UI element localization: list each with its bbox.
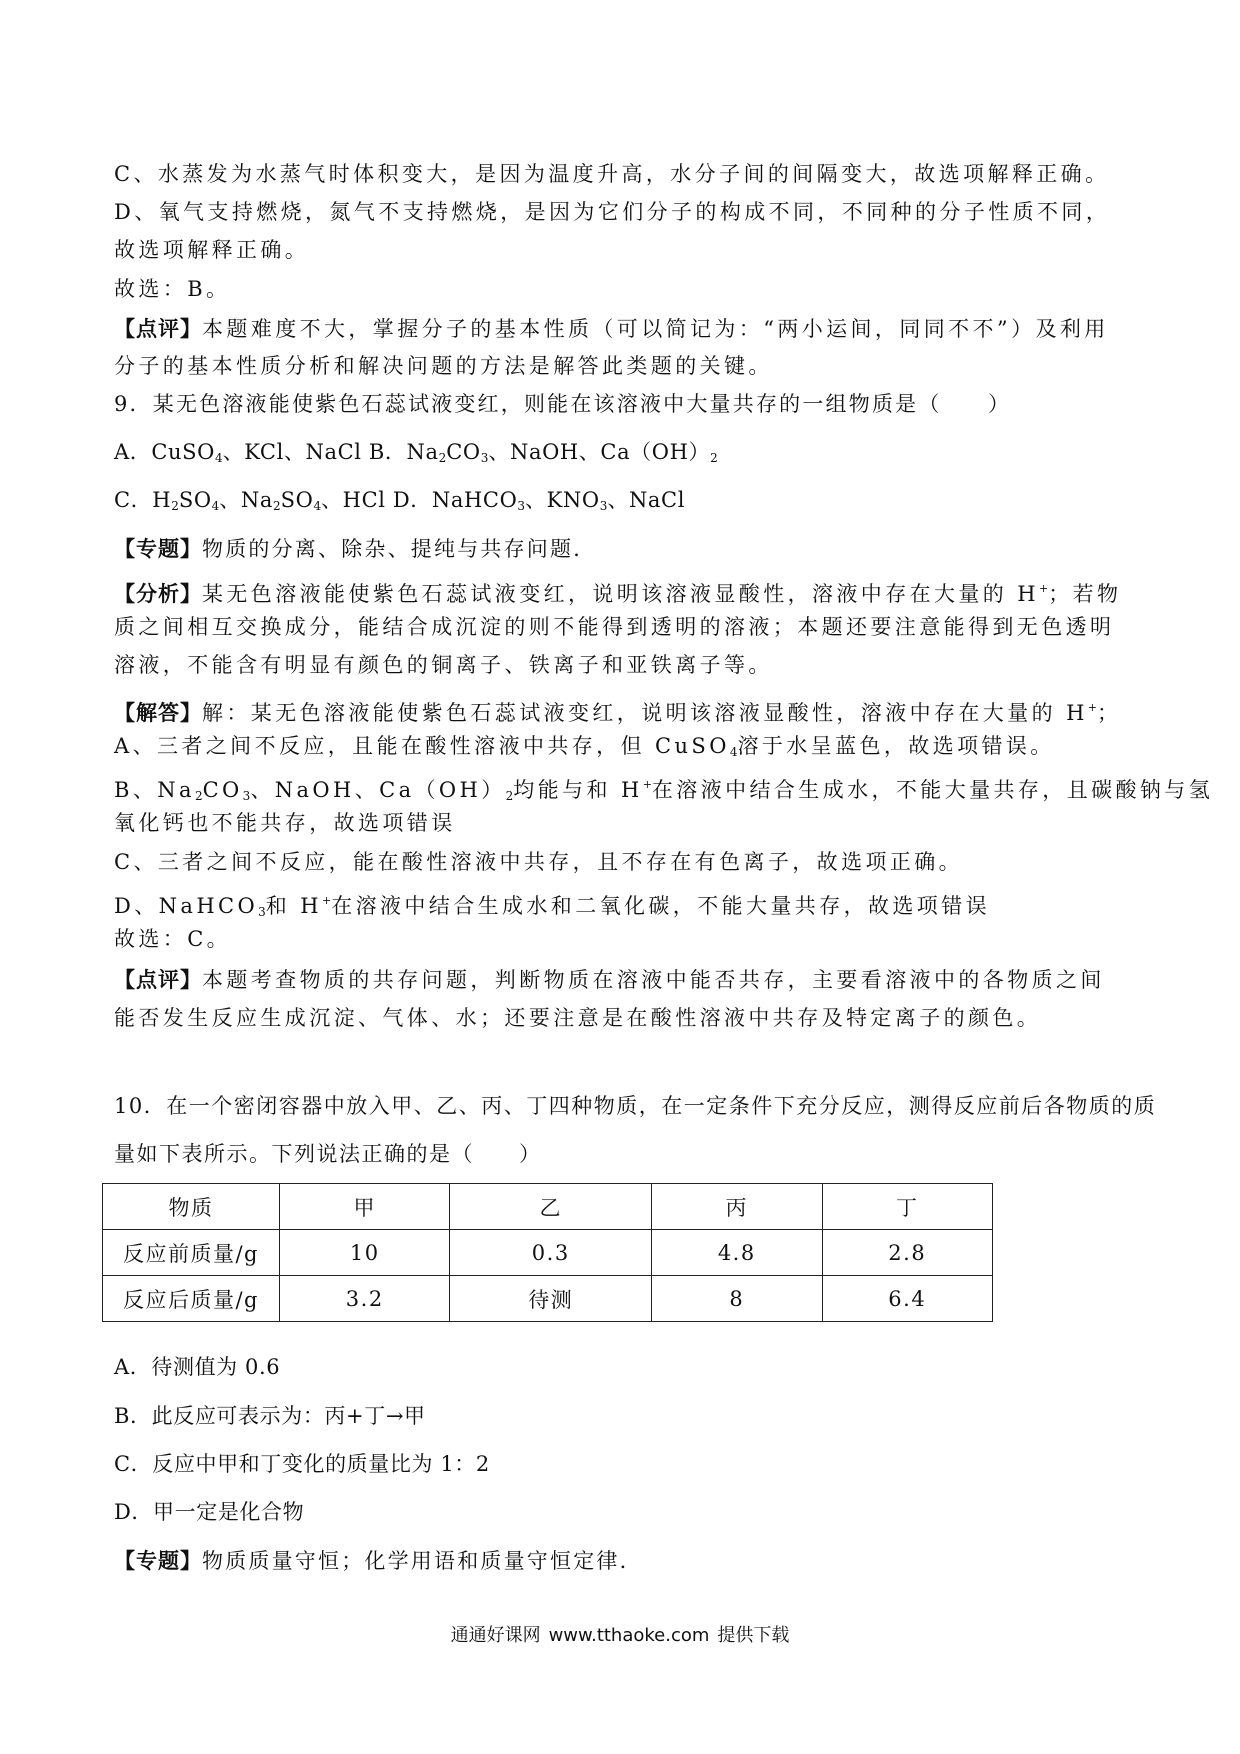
table-header-cell: 物质 [103, 1184, 280, 1230]
prev-answer: 故选：B。 [114, 277, 231, 301]
q9-analysis-line1 [114, 574, 1121, 609]
q10-option-b: B．此反应可表示为：丙+丁→甲 [114, 1404, 426, 1428]
analysis-tag: 【分析】 [114, 582, 202, 606]
prev-option-d-line2: 故选项解释正确。 [114, 238, 310, 262]
subscript: 4 [313, 499, 322, 513]
table-header-row [103, 1184, 993, 1230]
text-run: 某无色溶液能使紫色石蕊试液变红，说明该溶液显酸性，溶液中存在大量的 H [202, 582, 1039, 606]
table-cell: 10 [280, 1230, 450, 1276]
q10-option-d: D．甲一定是化合物 [114, 1500, 305, 1524]
superscript: + [321, 894, 332, 907]
text-run: 溶于水呈蓝色，故选项错误。 [737, 734, 1055, 758]
page-footer [0, 1624, 1240, 1648]
prev-option-c: C、水蒸发为水蒸气时体积变大，是因为温度升高，水分子间的间隔变大，故选项解释正确。 [114, 162, 1110, 186]
text-run: B、Na [114, 778, 195, 802]
text-run: 、KCl、NaCl B．Na [222, 440, 439, 464]
q10-option-c: C．反应中甲和丁变化的质量比为 1：2 [114, 1452, 490, 1476]
solution-tag: 【解答】 [114, 701, 202, 725]
q9-comment-line1 [114, 965, 1105, 995]
table-cell: 反应后质量/g [103, 1276, 280, 1322]
text-run: A、三者之间不反应，且能在酸性溶液中共存，但 CuSO [114, 734, 730, 758]
q9-analysis-line2: 质之间相互交换成分，能结合成沉淀的则不能得到透明的溶液；本题还要注意能得到无色透明 [114, 615, 1115, 639]
q9-options-ab [114, 437, 718, 473]
text-run: 、NaOH、Ca（OH） [488, 440, 711, 464]
table-cell: 6.4 [822, 1276, 993, 1322]
comment-tag: 【点评】 [114, 317, 202, 341]
subscript: 3 [242, 789, 251, 803]
subscript: 3 [258, 905, 266, 919]
subscript: 4 [211, 499, 220, 513]
text-run: 、Na [219, 488, 273, 512]
subscript: 2 [272, 499, 281, 513]
table-cell: 2.8 [822, 1230, 993, 1276]
q9-options-cd [114, 485, 685, 521]
text-run: D、NaHCO [114, 894, 259, 918]
q9-comment-line2: 能否发生反应生成沉淀、气体、水；还要注意是在酸性溶液中共存及特定离子的颜色。 [114, 1006, 1042, 1030]
text-run: A．CuSO [114, 440, 215, 464]
subscript: 2 [171, 499, 179, 513]
text-run: CO [446, 440, 481, 464]
q9-solution-d [114, 886, 990, 927]
topic-tag: 【专题】 [114, 1549, 202, 1573]
q9-topic [114, 534, 596, 564]
subscript: 4 [214, 451, 223, 465]
subscript: 3 [480, 451, 489, 465]
text-run: 均能与和 H [513, 778, 643, 802]
superscript: + [1087, 701, 1098, 714]
table-cell: 待测 [450, 1276, 652, 1322]
text-run: 和 H [265, 894, 322, 918]
subscript: 3 [599, 499, 608, 513]
q10-stem-line2: 量如下表所示。下列说法正确的是（ ） [114, 1142, 542, 1166]
text-run: 、HCl D．NaHCO [321, 488, 518, 512]
comment-text: 本题考查物质的共存问题，判断物质在溶液中能否共存，主要看溶液中的各物质之间 [202, 968, 1105, 992]
q9-solution-c: C、三者之间不反应，能在酸性溶液中共存，且不存在有色离子，故选项正确。 [114, 850, 964, 874]
table-cell: 0.3 [450, 1230, 652, 1276]
prev-comment-line2: 分子的基本性质分析和解决问题的方法是解答此类题的关键。 [114, 354, 773, 378]
text-run: SO [280, 488, 314, 512]
q9-solution-b [114, 770, 1213, 811]
subscript: 2 [438, 451, 447, 465]
table-header-cell: 丙 [652, 1184, 822, 1230]
q9-stem: 9．某无色溶液能使紫色石蕊试液变红，则能在该溶液中大量共存的一组物质是（ ） [114, 392, 1012, 416]
mass-table [102, 1183, 993, 1322]
text-run: 、NaOH、Ca（OH） [250, 778, 506, 802]
q10-option-a: A．待测值为 0.6 [114, 1355, 281, 1379]
q9-analysis-line3: 溶液，不能含有明显有颜色的铜离子、铁离子和亚铁离子等。 [114, 653, 773, 677]
topic-tag: 【专题】 [114, 537, 202, 561]
q10-stem-line1: 10．在一个密闭容器中放入甲、乙、丙、丁四种物质，在一定条件下充分反应，测得反应前后各物质的质 [114, 1094, 1157, 1118]
superscript: + [1039, 582, 1049, 595]
text-run: 、NaCl [607, 488, 686, 512]
table-cell: 反应前质量/g [103, 1230, 280, 1276]
text-run: SO [178, 488, 212, 512]
text-run: C．H [114, 488, 172, 512]
text-run: 在溶液中结合生成水和二氧化碳，不能大量共存，故选项错误 [331, 894, 991, 918]
table-header-cell: 甲 [280, 1184, 450, 1230]
text-run: ； [1097, 701, 1122, 725]
q9-solution-line1 [114, 693, 1121, 728]
comment-text: 本题难度不大，掌握分子的基本性质（可以简记为：“两小运间，同同不不”）及利用 [202, 317, 1109, 341]
text-run: ；若物 [1048, 582, 1122, 606]
table-header-cell: 乙 [450, 1184, 652, 1230]
q9-solution-a [114, 731, 1055, 767]
prev-comment-line1 [114, 314, 1109, 344]
superscript: + [642, 778, 652, 791]
q9-answer: 故选：C。 [114, 927, 232, 951]
text-run: 在溶液中结合生成水，不能大量共存，且碳酸钠与氢 [651, 778, 1214, 802]
text-run: 解：某无色溶液能使紫色石蕊试液变红，说明该溶液显酸性，溶液中存在大量的 H [202, 701, 1088, 725]
table-header-cell: 丁 [822, 1184, 993, 1230]
table-cell: 3.2 [280, 1276, 450, 1322]
q10-topic [114, 1546, 643, 1576]
table-cell: 8 [652, 1276, 822, 1322]
subscript: 4 [729, 745, 738, 759]
subscript: 2 [194, 789, 203, 803]
table-row [103, 1230, 993, 1276]
topic-text: 物质质量守恒；化学用语和质量守恒定律． [202, 1549, 643, 1573]
footer-suffix: 提供下载 [717, 1625, 790, 1646]
subscript: 3 [517, 499, 526, 513]
footer-url[interactable]: www.tthaoke.com [548, 1625, 710, 1646]
table-row [103, 1276, 993, 1322]
subscript: 2 [505, 789, 514, 803]
footer-site-name: 通通好课网 [450, 1625, 541, 1646]
subscript: 2 [710, 451, 718, 465]
table-cell: 4.8 [652, 1230, 822, 1276]
comment-tag: 【点评】 [114, 968, 202, 992]
text-run: CO [202, 778, 243, 802]
q9-solution-b-line2: 氧化钙也不能共存，故选项错误 [114, 811, 456, 835]
prev-option-d-line1: D、氧气支持燃烧，氮气不支持燃烧，是因为它们分子的构成不同，不同种的分子性质不同， [114, 200, 1111, 224]
topic-text: 物质的分离、除杂、提纯与共存问题． [202, 537, 597, 561]
text-run: 、KNO [525, 488, 600, 512]
